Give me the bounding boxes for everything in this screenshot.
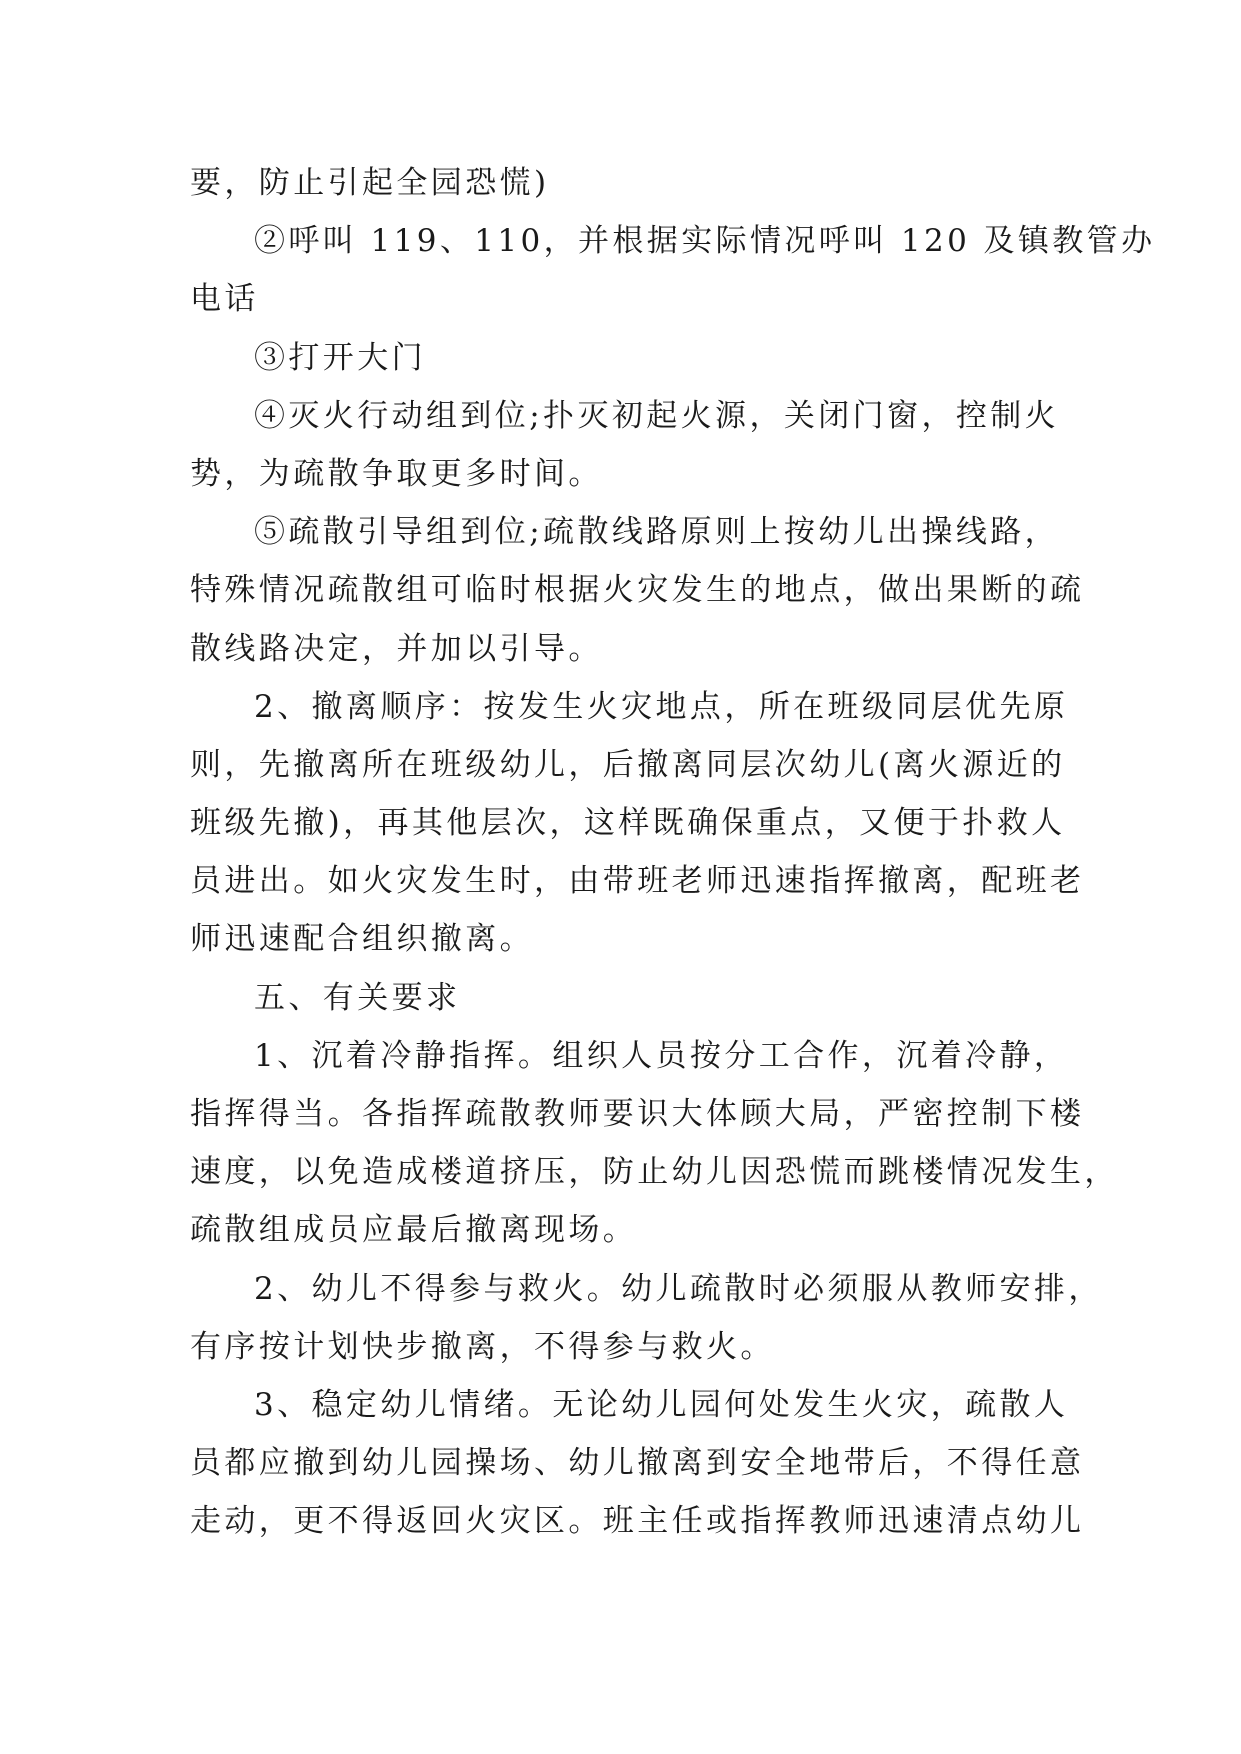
text-line: 散线路决定，并加以引导。 [190, 630, 603, 667]
text-line: 疏散组成员应最后撤离现场。 [190, 1212, 638, 1249]
text-line: 有序按计划快步撤离，不得参与救火。 [190, 1328, 775, 1365]
text-line: 师迅速配合组织撤离。 [190, 921, 534, 958]
text-line: ③打开大门 [254, 339, 426, 376]
text-line: 则，先撤离所在班级幼儿，后撤离同层次幼儿(离火源近的 [190, 746, 1066, 783]
text-line: 2、撤离顺序：按发生火灾地点，所在班级同层优先原 [254, 688, 1069, 725]
text-line: 指挥得当。各指挥疏散教师要识大体顾大局，严密控制下楼 [190, 1096, 1085, 1132]
text-line: ②呼叫 119、110，并根据实际情况呼叫 120 及镇教管办 [254, 223, 1156, 260]
document-body [190, 154, 1156, 1551]
text-line: 速度，以免造成楼道挤压，防止幼儿因恐慌而跳楼情况发生， [190, 1154, 1119, 1191]
text-line: 员都应撤到幼儿园操场、幼儿撤离到安全地带后，不得任意 [190, 1445, 1085, 1482]
text-line: 1、沉着冷静指挥。组织人员按分工合作，沉着冷静， [254, 1037, 1069, 1074]
text-line: ④灭火行动组到位;扑灭初起火源，关闭门窗，控制火 [254, 397, 1060, 434]
text-line: 3、稳定幼儿情绪。无论幼儿园何处发生火灾，疏散人 [254, 1386, 1069, 1423]
text-line: 班级先撤)，再其他层次，这样既确保重点，又便于扑救人 [190, 805, 1066, 842]
text-line: 走动，更不得返回火灾区。班主任或指挥教师迅速清点幼儿 [190, 1503, 1085, 1540]
text-line: 2、幼儿不得参与救火。幼儿疏散时必须服从教师安排， [254, 1270, 1103, 1307]
section-heading: 五、有关要求 [254, 979, 461, 1016]
text-line: 员进出。如火灾发生时，由带班老师迅速指挥撤离，配班老 [190, 863, 1085, 900]
text-line: 电话 [190, 281, 259, 318]
text-line: 特殊情况疏散组可临时根据火灾发生的地点，做出果断的疏 [190, 572, 1085, 609]
text-line: 要，防止引起全园恐慌) [190, 165, 550, 201]
text-line: ⑤疏散引导组到位;疏散线路原则上按幼儿出操线路， [254, 514, 1060, 551]
text-line: 势，为疏散争取更多时间。 [190, 455, 603, 492]
